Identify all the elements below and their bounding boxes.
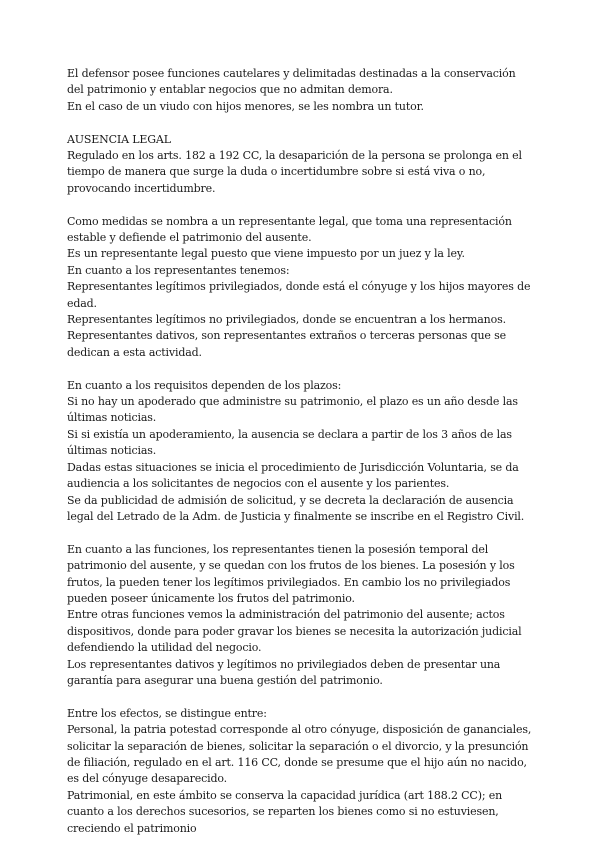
paragraph: Dadas estas situaciones se inicia el procedimiento de Jurisdicción Voluntaria, se da audiencia a los solicitantes de negocios con el ausente y los parientes. [67, 460, 519, 491]
paragraph: Entre los efectos, se distingue entre: [67, 706, 267, 720]
paragraph-spacer [67, 361, 533, 377]
paragraph: Se da publicidad de admisión de solicitud, y se decreta la declaración de ausencia legal del Letrado de la Adm. de Justicia y finalmente se inscribe en el Registro Civil. [67, 493, 525, 523]
paragraph: En el caso de un viudo con hijos menores, se les nombra un tutor. [67, 99, 424, 113]
paragraph: Entre otras funciones vemos la administración del patrimonio del ausente; actos dispositivos, donde para poder gravar los bienes se necesita la autorización judicial defendiendo la utilidad del negocio. [67, 608, 522, 655]
paragraph-spacer [67, 115, 533, 131]
paragraph: Si si existía un apoderamiento, la ausencia se declara a partir de los 3 años de las últimas noticias. [67, 427, 512, 458]
document-body [67, 66, 533, 837]
paragraph: Si no hay un apoderado que administre su patrimonio, el plazo es un año desde las últimas noticias. [67, 395, 518, 425]
paragraph: Regulado en los arts. 182 a 192 CC, la desaparición de la persona se prolonga en el tiempo de manera que surge la duda o incertidumbre sobre si está viva o no, provocando incertidumbre. [67, 149, 522, 195]
paragraph: Es un representante legal puesto que viene impuesto por un juez y la ley. [67, 247, 465, 261]
paragraph: El defensor posee funciones cautelares y delimitadas destinadas a la conservación del patrimonio y entablar negocios que no admitan demora. [67, 67, 516, 97]
paragraph: Representantes legítimos no privilegiados, donde se encuentran a los hermanos. [67, 313, 506, 327]
paragraph: Como medidas se nombra a un representante legal, que toma una representación estable y defiende el patrimonio del ausente. [67, 214, 512, 245]
paragraph: Representantes legítimos privilegiados, donde está el cónyuge y los hijos mayores de edad. [67, 280, 531, 310]
paragraph: En cuanto a los requisitos dependen de los plazos: [67, 378, 342, 392]
paragraph: Los representantes dativos y legítimos no privilegiados deben de presentar una garantía para asegurar una buena gestión del patrimonio. [67, 657, 501, 687]
paragraph: Representantes dativos, son representantes extraños o terceras personas que se dedican a esta actividad. [67, 329, 506, 359]
paragraph-spacer [67, 197, 533, 213]
paragraph-spacer [67, 525, 533, 541]
paragraph-spacer [67, 689, 533, 705]
paragraph: Patrimonial, en este ámbito se conserva la capacidad jurídica (art 188.2 CC); en cuanto a los derechos sucesorios, se reparten los bienes como si no estuviesen, creciendo el patrimonio [67, 788, 503, 835]
paragraph: Personal, la patria potestad corresponde al otro cónyuge, disposición de gananciales, solicitar la separación de bienes, solicitar la separación o el divorcio, y la presunción de filiación, regulado en el art. 116 CC, donde se presume que el hijo aún no nacido, es del cónyuge desaparecido. [67, 723, 532, 786]
paragraph: En cuanto a los representantes tenemos: [67, 263, 290, 277]
paragraph: En cuanto a las funciones, los representantes tienen la posesión temporal del patrimonio del ausente, y se quedan con los frutos de los bienes. La posesión y los frutos, la pueden tener los legítimos privilegiados. En cambio los no privilegiados pueden poseer únicamente los frutos del patrimonio. [67, 542, 515, 605]
section-heading: AUSENCIA LEGAL [67, 132, 171, 146]
